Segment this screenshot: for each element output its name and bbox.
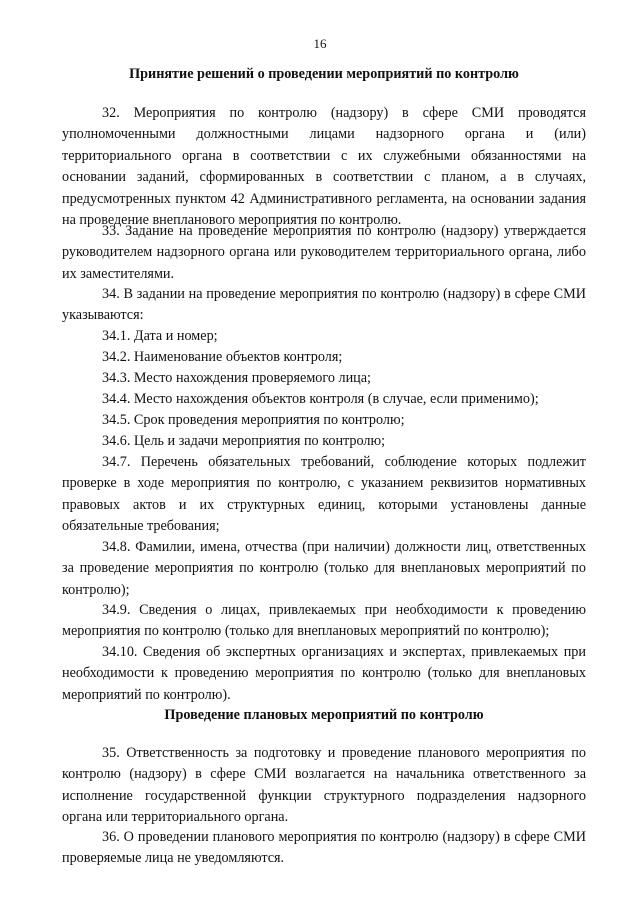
paragraph-35: 35. Ответственность за подготовку и проведение планового мероприятия по контролю (надзору) в сфере СМИ возлагается на начальника ответственного за исполнение государственной функции структурного подразделения надзорного органа или территориального органа. bbox=[62, 745, 586, 826]
paragraph-34: 34. В задании на проведение мероприятия по контролю (надзору) в сфере СМИ указываются: bbox=[62, 286, 586, 324]
section-heading-planned: Проведение плановых мероприятий по контролю bbox=[164, 707, 484, 723]
list-item-34-6: 34.6. Цель и задачи мероприятия по контролю; bbox=[102, 433, 386, 449]
list-item-34-4: 34.4. Место нахождения объектов контроля (в случае, если применимо); bbox=[102, 391, 539, 407]
list-item-34-9: 34.9. Сведения о лицах, привлекаемых при необходимости к проведению мероприятия по контролю (только для внеплановых мероприятий по контролю); bbox=[62, 602, 586, 640]
list-item-34-7: 34.7. Перечень обязательных требований, соблюдение которых подлежит проверке в ходе мероприятия по контролю, с указанием реквизитов нормативных правовых актов и их структурных единиц, которыми установлены данные обязательные требования; bbox=[62, 454, 586, 535]
page-number: 16 bbox=[313, 36, 327, 51]
list-item-34-1: 34.1. Дата и номер; bbox=[102, 328, 218, 344]
list-item-34-2: 34.2. Наименование объектов контроля; bbox=[102, 349, 343, 365]
paragraph-33: 33. Задание на проведение мероприятия по контролю (надзору) утверждается руководителем надзорного органа или руководителем территориального органа, либо их заместителями. bbox=[62, 223, 586, 282]
list-item-34-3: 34.3. Место нахождения проверяемого лица; bbox=[102, 370, 372, 386]
list-item-34-5: 34.5. Срок проведения мероприятия по контролю; bbox=[102, 412, 405, 428]
paragraph-36: 36. О проведении планового мероприятия по контролю (надзору) в сфере СМИ проверяемые лица не уведомляются. bbox=[62, 829, 586, 867]
list-item-34-8: 34.8. Фамилии, имена, отчества (при наличии) должности лиц, ответственных за проведение мероприятия по контролю (только для внеплановых мероприятий по контролю); bbox=[62, 539, 586, 598]
list-item-34-10: 34.10. Сведения об экспертных организациях и экспертах, привлекаемых при необходимости к проведению мероприятия по контролю (только для внеплановых мероприятий по контролю). bbox=[62, 644, 586, 703]
paragraph-32: 32. Мероприятия по контролю (надзору) в сфере СМИ проводятся уполномоченными должностными лицами надзорного органа и (или) территориального органа в соответствии с их служебными обязанностями на основании заданий, сформированных в соответствии с планом, а в случаях, предусмотренных пунктом 42 Административного регламента, на основании задания на проведение внепланового мероприятия по контролю. bbox=[62, 105, 586, 229]
section-heading-decisions: Принятие решений о проведении мероприятий по контролю bbox=[129, 66, 519, 82]
